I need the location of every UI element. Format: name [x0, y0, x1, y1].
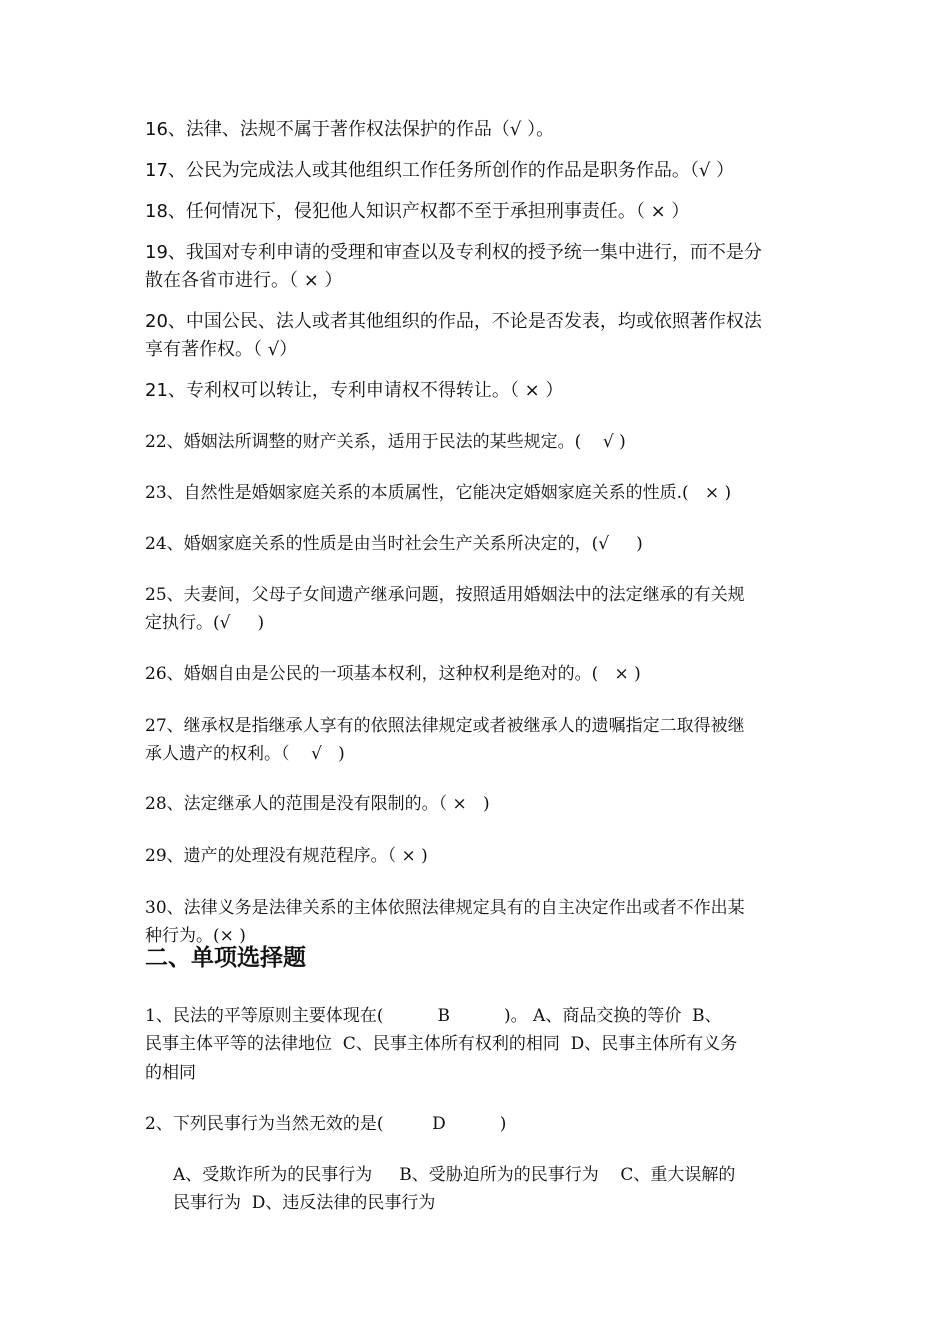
- item-24-line-1: 24、婚姻家庭关系的性质是由当时社会生产关系所决定的，(√ ): [145, 534, 643, 554]
- choice-1-line-2: 民事主体平等的法律地位 C、民事主体所有权利的相同 D、民事主体所有义务: [145, 1034, 738, 1054]
- item-30-line-1: 30、法律义务是法律关系的主体依照法律规定具有的自主决定作出或者不作出某: [145, 898, 745, 918]
- item-29-line-1: 29、遗产的处理没有规范程序。（ × ): [145, 846, 428, 866]
- item-19-line-1: 19、我国对专利申请的受理和审查以及专利权的授予统一集中进行，而不是分: [145, 242, 762, 263]
- item-30-line-2: 种行为。(× ): [145, 926, 246, 946]
- choice-2-line-1: 2、下列民事行为当然无效的是( D ): [145, 1114, 507, 1134]
- choice-1-line-1: 1、民法的平等原则主要体现在( B )。 A、商品交换的等价 B、: [145, 1006, 722, 1026]
- item-18-line-1: 18、任何情况下，侵犯他人知识产权都不至于承担刑事责任。（ × ）: [145, 201, 690, 222]
- item-20-line-1: 20、中国公民、法人或者其他组织的作品，不论是否发表，均或依照著作权法: [145, 311, 762, 332]
- item-25-line-2: 定执行。(√ ): [145, 613, 265, 633]
- item-20-line-2: 享有著作权。（ √）: [145, 339, 298, 360]
- item-23-line-1: 23、自然性是婚姻家庭关系的本质属性，它能决定婚姻家庭关系的性质.( × ): [145, 483, 732, 503]
- item-27-line-2: 承人遗产的权利。（ √ ): [145, 744, 345, 764]
- choice-2-options-line-1: A、受欺诈所为的民事行为 B、受胁迫所为的民事行为 C、重大误解的: [173, 1165, 736, 1185]
- section-heading: 二、单项选择题: [145, 944, 306, 971]
- item-27-line-1: 27、继承权是指继承人享有的依照法律规定或者被继承人的遗嘱指定二取得被继: [145, 716, 745, 736]
- choice-2-options-line-2: 民事行为 D、违反法律的民事行为: [173, 1193, 436, 1213]
- item-19-line-2: 散在各省市进行。（ × ）: [145, 270, 343, 291]
- item-21-line-1: 21、专利权可以转让，专利申请权不得转让。（ × ）: [145, 380, 564, 401]
- item-17-line-1: 17、公民为完成法人或其他组织工作任务所创作的作品是职务作品。（√ ）: [145, 160, 735, 181]
- item-28-line-1: 28、法定继承人的范围是没有限制的。（ × ): [145, 794, 490, 814]
- item-26-line-1: 26、婚姻自由是公民的一项基本权利，这种权利是绝对的。( × ): [145, 664, 641, 684]
- choice-1-line-3: 的相同: [145, 1063, 196, 1083]
- item-22-line-1: 22、婚姻法所调整的财产关系，适用于民法的某些规定。( √ ): [145, 432, 626, 452]
- item-16-line-1: 16、法律、法规不属于著作权法保护的作品（√ ）。: [145, 119, 555, 140]
- item-25-line-1: 25、夫妻间，父母子女间遗产继承问题，按照适用婚姻法中的法定继承的有关规: [145, 585, 745, 605]
